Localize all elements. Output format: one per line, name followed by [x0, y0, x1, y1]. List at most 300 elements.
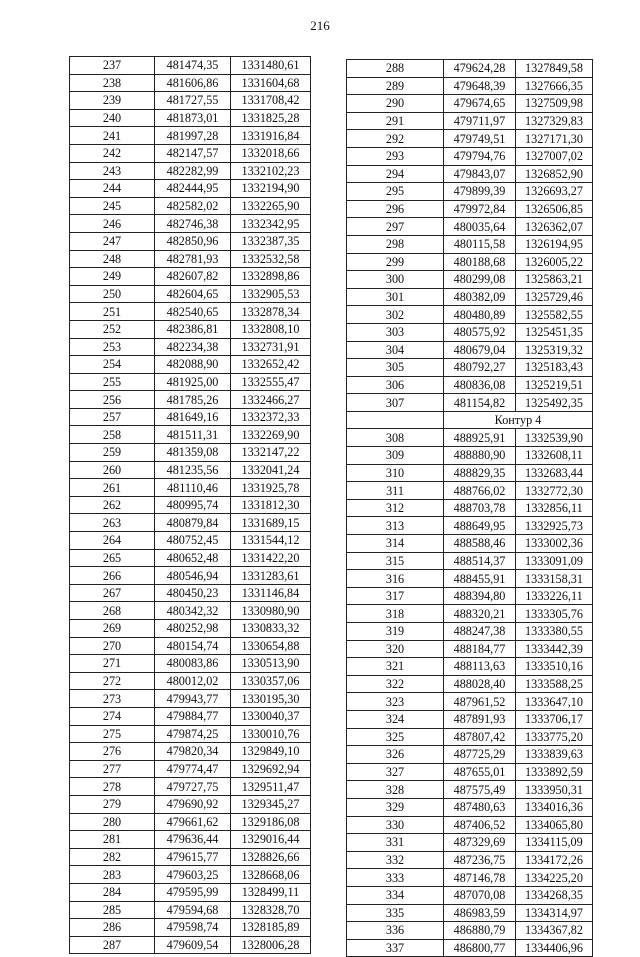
point-number-cell: 300 — [347, 271, 444, 289]
point-number-cell: 328 — [347, 781, 444, 799]
coordinate-x-cell: 487236,75 — [444, 851, 516, 869]
coordinate-y-cell: 1332905,53 — [231, 285, 311, 303]
coordinate-x-cell: 480154,74 — [155, 637, 231, 655]
coordinate-y-cell: 1332269,90 — [231, 426, 311, 444]
table-row — [347, 834, 593, 852]
table-row — [70, 901, 311, 919]
table-row — [70, 795, 311, 813]
table-row — [347, 394, 593, 412]
table-row — [347, 517, 593, 535]
point-number-cell: 314 — [347, 535, 444, 553]
table-row — [70, 655, 311, 673]
point-number-cell: 329 — [347, 798, 444, 816]
point-number-cell: 313 — [347, 517, 444, 535]
point-number-cell: 337 — [347, 939, 444, 957]
coordinate-x-cell: 487070,08 — [444, 886, 516, 904]
coordinate-y-cell: 1334314,97 — [516, 904, 593, 922]
coordinate-y-cell: 1331812,30 — [231, 496, 311, 514]
point-number-cell: 271 — [70, 655, 155, 673]
point-number-cell: 247 — [70, 232, 155, 250]
point-number-cell: 279 — [70, 795, 155, 813]
coordinate-y-cell: 1327007,02 — [516, 147, 593, 165]
coordinate-y-cell: 1330010,76 — [231, 725, 311, 743]
table-row — [70, 602, 311, 620]
coordinate-y-cell: 1333002,36 — [516, 535, 593, 553]
point-number-cell: 334 — [347, 886, 444, 904]
table-row — [347, 922, 593, 940]
coordinate-y-cell: 1333510,16 — [516, 658, 593, 676]
table-row — [70, 532, 311, 550]
table-row — [347, 359, 593, 377]
table-row — [347, 623, 593, 641]
point-number-cell: 336 — [347, 922, 444, 940]
table-row — [70, 268, 311, 286]
coordinate-x-cell: 487655,01 — [444, 763, 516, 781]
coordinate-x-cell: 487480,63 — [444, 798, 516, 816]
point-number-cell: 305 — [347, 359, 444, 377]
coordinate-y-cell: 1333380,55 — [516, 623, 593, 641]
point-number-cell: 296 — [347, 200, 444, 218]
point-number-cell: 306 — [347, 376, 444, 394]
section-title-row — [347, 411, 593, 429]
table-row — [70, 426, 311, 444]
table-row — [347, 781, 593, 799]
coordinate-y-cell: 1333158,31 — [516, 570, 593, 588]
coordinate-x-cell: 481474,35 — [155, 57, 231, 75]
point-number-cell: 290 — [347, 95, 444, 113]
coordinate-x-cell: 481154,82 — [444, 394, 516, 412]
point-number-cell: 308 — [347, 429, 444, 447]
coordinate-y-cell: 1333839,63 — [516, 746, 593, 764]
table-row — [70, 373, 311, 391]
coordinate-x-cell: 479603,25 — [155, 866, 231, 884]
point-number-cell: 321 — [347, 658, 444, 676]
coordinate-y-cell: 1334065,80 — [516, 816, 593, 834]
coordinate-y-cell: 1328826,66 — [231, 848, 311, 866]
table-row — [347, 886, 593, 904]
table-row — [347, 904, 593, 922]
table-row — [70, 743, 311, 761]
coordinate-x-cell: 479794,76 — [444, 147, 516, 165]
point-number-cell: 303 — [347, 323, 444, 341]
coordinate-y-cell: 1331480,61 — [231, 57, 311, 75]
table-row — [347, 710, 593, 728]
coordinate-x-cell: 486880,79 — [444, 922, 516, 940]
table-row — [70, 514, 311, 532]
table-row — [70, 285, 311, 303]
point-number-cell: 286 — [70, 919, 155, 937]
point-number-cell: 265 — [70, 549, 155, 567]
table-row — [70, 567, 311, 585]
point-number-cell: 273 — [70, 690, 155, 708]
point-number-cell: 251 — [70, 303, 155, 321]
table-row — [70, 215, 311, 233]
coordinate-x-cell: 488588,46 — [444, 535, 516, 553]
coordinate-x-cell: 487891,93 — [444, 710, 516, 728]
coordinate-x-cell: 488113,63 — [444, 658, 516, 676]
point-number-cell: 258 — [70, 426, 155, 444]
coordinate-x-cell: 486983,59 — [444, 904, 516, 922]
point-number-cell: 307 — [347, 394, 444, 412]
table-row — [347, 658, 593, 676]
table-row — [70, 408, 311, 426]
coordinate-y-cell: 1326506,85 — [516, 200, 593, 218]
coordinate-x-cell: 488028,40 — [444, 675, 516, 693]
point-number-cell: 263 — [70, 514, 155, 532]
coordinate-y-cell: 1328006,28 — [231, 936, 311, 954]
point-number-cell: 272 — [70, 672, 155, 690]
coordinate-x-cell: 479774,47 — [155, 760, 231, 778]
table-row — [70, 778, 311, 796]
point-number-cell: 243 — [70, 162, 155, 180]
table-row — [70, 813, 311, 831]
coordinate-y-cell: 1330980,90 — [231, 602, 311, 620]
coordinate-y-cell: 1326005,22 — [516, 253, 593, 271]
point-number-cell: 276 — [70, 743, 155, 761]
coordinate-x-cell: 487406,52 — [444, 816, 516, 834]
point-number-cell: 260 — [70, 461, 155, 479]
coordinate-x-cell: 479884,77 — [155, 707, 231, 725]
point-number-cell: 289 — [347, 77, 444, 95]
coordinate-x-cell: 488880,90 — [444, 447, 516, 465]
coordinate-y-cell: 1334268,35 — [516, 886, 593, 904]
coordinate-y-cell: 1333892,59 — [516, 763, 593, 781]
coordinate-x-cell: 482444,95 — [155, 180, 231, 198]
coordinate-y-cell: 1331689,15 — [231, 514, 311, 532]
point-number-cell: 302 — [347, 306, 444, 324]
coordinate-y-cell: 1327849,58 — [516, 60, 593, 78]
coordinate-y-cell: 1327329,83 — [516, 112, 593, 130]
point-number-cell: 277 — [70, 760, 155, 778]
point-number-cell: 319 — [347, 623, 444, 641]
coordinate-x-cell: 481649,16 — [155, 408, 231, 426]
coordinate-y-cell: 1329016,44 — [231, 831, 311, 849]
table-row — [70, 725, 311, 743]
table-row — [70, 180, 311, 198]
table-row — [70, 848, 311, 866]
coordinate-x-cell: 481925,00 — [155, 373, 231, 391]
table-row — [347, 235, 593, 253]
point-number-cell: 299 — [347, 253, 444, 271]
table-row — [347, 306, 593, 324]
coordinate-x-cell: 488649,95 — [444, 517, 516, 535]
coordinate-x-cell: 480083,86 — [155, 655, 231, 673]
table-row — [347, 869, 593, 887]
coordinate-x-cell: 481235,56 — [155, 461, 231, 479]
table-row — [347, 95, 593, 113]
coordinate-x-cell: 487725,29 — [444, 746, 516, 764]
table-row — [347, 200, 593, 218]
coordinate-x-cell: 480342,32 — [155, 602, 231, 620]
coordinate-x-cell: 480792,27 — [444, 359, 516, 377]
coordinate-x-cell: 480299,08 — [444, 271, 516, 289]
point-number-cell: 239 — [70, 92, 155, 110]
coordinate-y-cell: 1332878,34 — [231, 303, 311, 321]
table-row — [347, 570, 593, 588]
coordinate-y-cell: 1325183,43 — [516, 359, 593, 377]
coordinate-y-cell: 1325319,32 — [516, 341, 593, 359]
table-row — [70, 831, 311, 849]
coordinate-x-cell: 487807,42 — [444, 728, 516, 746]
coordinate-y-cell: 1326693,27 — [516, 183, 593, 201]
coordinate-x-cell: 488703,78 — [444, 499, 516, 517]
coordinate-y-cell: 1332018,66 — [231, 144, 311, 162]
point-number-cell: 274 — [70, 707, 155, 725]
point-number-cell: 316 — [347, 570, 444, 588]
table-row — [70, 356, 311, 374]
point-number-cell: 297 — [347, 218, 444, 236]
point-number-cell: 238 — [70, 74, 155, 92]
coordinate-x-cell: 481785,26 — [155, 391, 231, 409]
point-number-cell: 281 — [70, 831, 155, 849]
coordinate-y-cell: 1330040,37 — [231, 707, 311, 725]
coordinate-y-cell: 1327171,30 — [516, 130, 593, 148]
table-row — [70, 479, 311, 497]
point-number-cell: 278 — [70, 778, 155, 796]
table-row — [70, 461, 311, 479]
point-number-cell: 275 — [70, 725, 155, 743]
table-row — [70, 866, 311, 884]
table-row — [347, 675, 593, 693]
coordinate-y-cell: 1327509,98 — [516, 95, 593, 113]
point-number-cell: 312 — [347, 499, 444, 517]
point-number-cell: 304 — [347, 341, 444, 359]
point-number-cell: 320 — [347, 640, 444, 658]
table-row — [70, 232, 311, 250]
coordinate-y-cell: 1325219,51 — [516, 376, 593, 394]
coordinate-x-cell: 480480,89 — [444, 306, 516, 324]
coordinate-x-cell: 479874,25 — [155, 725, 231, 743]
coordinate-y-cell: 1332731,91 — [231, 338, 311, 356]
coordinate-y-cell: 1329692,94 — [231, 760, 311, 778]
table-row — [70, 919, 311, 937]
coordinate-y-cell: 1325863,21 — [516, 271, 593, 289]
coordinate-y-cell: 1333647,10 — [516, 693, 593, 711]
point-number-cell: 241 — [70, 127, 155, 145]
coordinate-x-cell: 488925,91 — [444, 429, 516, 447]
point-number-cell: 255 — [70, 373, 155, 391]
point-number-cell: 270 — [70, 637, 155, 655]
table-row — [70, 620, 311, 638]
table-row — [70, 444, 311, 462]
point-number-cell: 269 — [70, 620, 155, 638]
coordinate-y-cell: 1332265,90 — [231, 197, 311, 215]
coordinate-y-cell: 1332808,10 — [231, 320, 311, 338]
table-row — [70, 162, 311, 180]
coordinate-y-cell: 1330357,06 — [231, 672, 311, 690]
point-number-cell: 244 — [70, 180, 155, 198]
table-row — [347, 341, 593, 359]
point-number-cell: 264 — [70, 532, 155, 550]
point-number-cell: 310 — [347, 464, 444, 482]
coordinate-x-cell: 480115,58 — [444, 235, 516, 253]
coordinate-x-cell: 480836,08 — [444, 376, 516, 394]
point-number-cell: 237 — [70, 57, 155, 75]
coordinate-x-cell: 480546,94 — [155, 567, 231, 585]
table-row — [347, 112, 593, 130]
coordinate-y-cell: 1332342,95 — [231, 215, 311, 233]
point-number-cell: 291 — [347, 112, 444, 130]
coordinate-y-cell: 1331604,68 — [231, 74, 311, 92]
coordinate-y-cell: 1333305,76 — [516, 605, 593, 623]
coordinate-x-cell: 480652,48 — [155, 549, 231, 567]
coordinate-x-cell: 488320,21 — [444, 605, 516, 623]
coordinate-x-cell: 481511,31 — [155, 426, 231, 444]
point-number-cell: 256 — [70, 391, 155, 409]
point-number-cell: 317 — [347, 587, 444, 605]
coordinate-y-cell: 1332925,73 — [516, 517, 593, 535]
table-row — [70, 760, 311, 778]
coordinate-y-cell: 1330654,88 — [231, 637, 311, 655]
coordinate-x-cell: 482604,65 — [155, 285, 231, 303]
table-row — [347, 851, 593, 869]
point-number-cell: 325 — [347, 728, 444, 746]
coordinate-y-cell: 1331422,20 — [231, 549, 311, 567]
point-number-cell: 242 — [70, 144, 155, 162]
table-row — [70, 883, 311, 901]
coordinate-x-cell: 479598,74 — [155, 919, 231, 937]
point-number-cell: 253 — [70, 338, 155, 356]
point-number-cell: 240 — [70, 109, 155, 127]
coordinate-x-cell: 480679,04 — [444, 341, 516, 359]
coordinate-y-cell: 1326194,95 — [516, 235, 593, 253]
table-row — [70, 57, 311, 75]
coordinate-x-cell: 479615,77 — [155, 848, 231, 866]
coordinate-x-cell: 479843,07 — [444, 165, 516, 183]
table-row — [347, 323, 593, 341]
coordinate-x-cell: 479636,44 — [155, 831, 231, 849]
coordinate-y-cell: 1328499,11 — [231, 883, 311, 901]
point-number-cell: 309 — [347, 447, 444, 465]
table-row — [347, 798, 593, 816]
table-row — [70, 690, 311, 708]
coordinate-y-cell: 1332041,24 — [231, 461, 311, 479]
point-number-cell: 327 — [347, 763, 444, 781]
coordinate-x-cell: 480450,23 — [155, 584, 231, 602]
point-number-cell: 262 — [70, 496, 155, 514]
coordinate-y-cell: 1333091,09 — [516, 552, 593, 570]
table-row — [347, 816, 593, 834]
point-number-cell: 267 — [70, 584, 155, 602]
table-row — [70, 936, 311, 954]
section-title-spacer — [347, 411, 444, 429]
coordinate-x-cell: 482540,65 — [155, 303, 231, 321]
point-number-cell: 248 — [70, 250, 155, 268]
point-number-cell: 261 — [70, 479, 155, 497]
coordinate-y-cell: 1332652,42 — [231, 356, 311, 374]
table-row — [347, 218, 593, 236]
coordinate-x-cell: 479595,99 — [155, 883, 231, 901]
coordinate-y-cell: 1326852,90 — [516, 165, 593, 183]
point-number-cell: 249 — [70, 268, 155, 286]
point-number-cell: 254 — [70, 356, 155, 374]
table-row — [347, 165, 593, 183]
coordinate-y-cell: 1331708,42 — [231, 92, 311, 110]
table-row — [70, 197, 311, 215]
table-row — [70, 707, 311, 725]
point-number-cell: 245 — [70, 197, 155, 215]
table-row — [347, 499, 593, 517]
coordinate-x-cell: 479943,77 — [155, 690, 231, 708]
coordinate-x-cell: 488247,38 — [444, 623, 516, 641]
coordinate-y-cell: 1330513,90 — [231, 655, 311, 673]
coordinate-y-cell: 1330195,30 — [231, 690, 311, 708]
coordinate-y-cell: 1332898,86 — [231, 268, 311, 286]
table-row — [347, 288, 593, 306]
point-number-cell: 298 — [347, 235, 444, 253]
coordinate-y-cell: 1334367,82 — [516, 922, 593, 940]
coordinate-y-cell: 1326362,07 — [516, 218, 593, 236]
point-number-cell: 292 — [347, 130, 444, 148]
table-row — [70, 496, 311, 514]
coordinate-y-cell: 1331146,84 — [231, 584, 311, 602]
coordinate-x-cell: 480188,68 — [444, 253, 516, 271]
coordinate-y-cell: 1332102,23 — [231, 162, 311, 180]
table-row — [70, 320, 311, 338]
coordinate-x-cell: 480575,92 — [444, 323, 516, 341]
coordinate-x-cell: 479820,34 — [155, 743, 231, 761]
coordinate-y-cell: 1331916,84 — [231, 127, 311, 145]
coordinate-x-cell: 488829,35 — [444, 464, 516, 482]
table-row — [70, 74, 311, 92]
coordinate-x-cell: 481873,01 — [155, 109, 231, 127]
point-number-cell: 285 — [70, 901, 155, 919]
coordinate-y-cell: 1325582,55 — [516, 306, 593, 324]
coordinate-x-cell: 480012,02 — [155, 672, 231, 690]
table-row — [347, 77, 593, 95]
table-row — [347, 605, 593, 623]
coordinate-y-cell: 1325451,35 — [516, 323, 593, 341]
page-number: 216 — [310, 18, 330, 33]
coordinate-x-cell: 480995,74 — [155, 496, 231, 514]
coordinate-x-cell: 482746,38 — [155, 215, 231, 233]
coordinate-x-cell: 487961,52 — [444, 693, 516, 711]
point-number-cell: 322 — [347, 675, 444, 693]
coordinate-x-cell: 479674,65 — [444, 95, 516, 113]
coordinate-x-cell: 479609,54 — [155, 936, 231, 954]
point-number-cell: 295 — [347, 183, 444, 201]
table-row — [70, 672, 311, 690]
table-row — [70, 338, 311, 356]
table-row — [70, 250, 311, 268]
coordinate-y-cell: 1331825,28 — [231, 109, 311, 127]
coordinate-y-cell: 1334406,96 — [516, 939, 593, 957]
coordinate-x-cell: 479727,75 — [155, 778, 231, 796]
coordinate-y-cell: 1333706,17 — [516, 710, 593, 728]
coordinate-y-cell: 1334225,20 — [516, 869, 593, 887]
coordinate-x-cell: 481727,55 — [155, 92, 231, 110]
table-row — [347, 183, 593, 201]
coordinate-x-cell: 488766,02 — [444, 482, 516, 500]
table-row — [347, 482, 593, 500]
coordinate-x-cell: 479624,28 — [444, 60, 516, 78]
coordinate-y-cell: 1332772,30 — [516, 482, 593, 500]
table-row — [70, 303, 311, 321]
point-number-cell: 252 — [70, 320, 155, 338]
coordinate-y-cell: 1330833,32 — [231, 620, 311, 638]
point-number-cell: 246 — [70, 215, 155, 233]
coordinate-x-cell: 479972,84 — [444, 200, 516, 218]
table-row — [70, 92, 311, 110]
table-row — [347, 464, 593, 482]
table-row — [70, 584, 311, 602]
point-number-cell: 324 — [347, 710, 444, 728]
coordinate-x-cell: 481997,28 — [155, 127, 231, 145]
point-number-cell: 294 — [347, 165, 444, 183]
point-number-cell: 315 — [347, 552, 444, 570]
coordinate-y-cell: 1334016,36 — [516, 798, 593, 816]
point-number-cell: 284 — [70, 883, 155, 901]
